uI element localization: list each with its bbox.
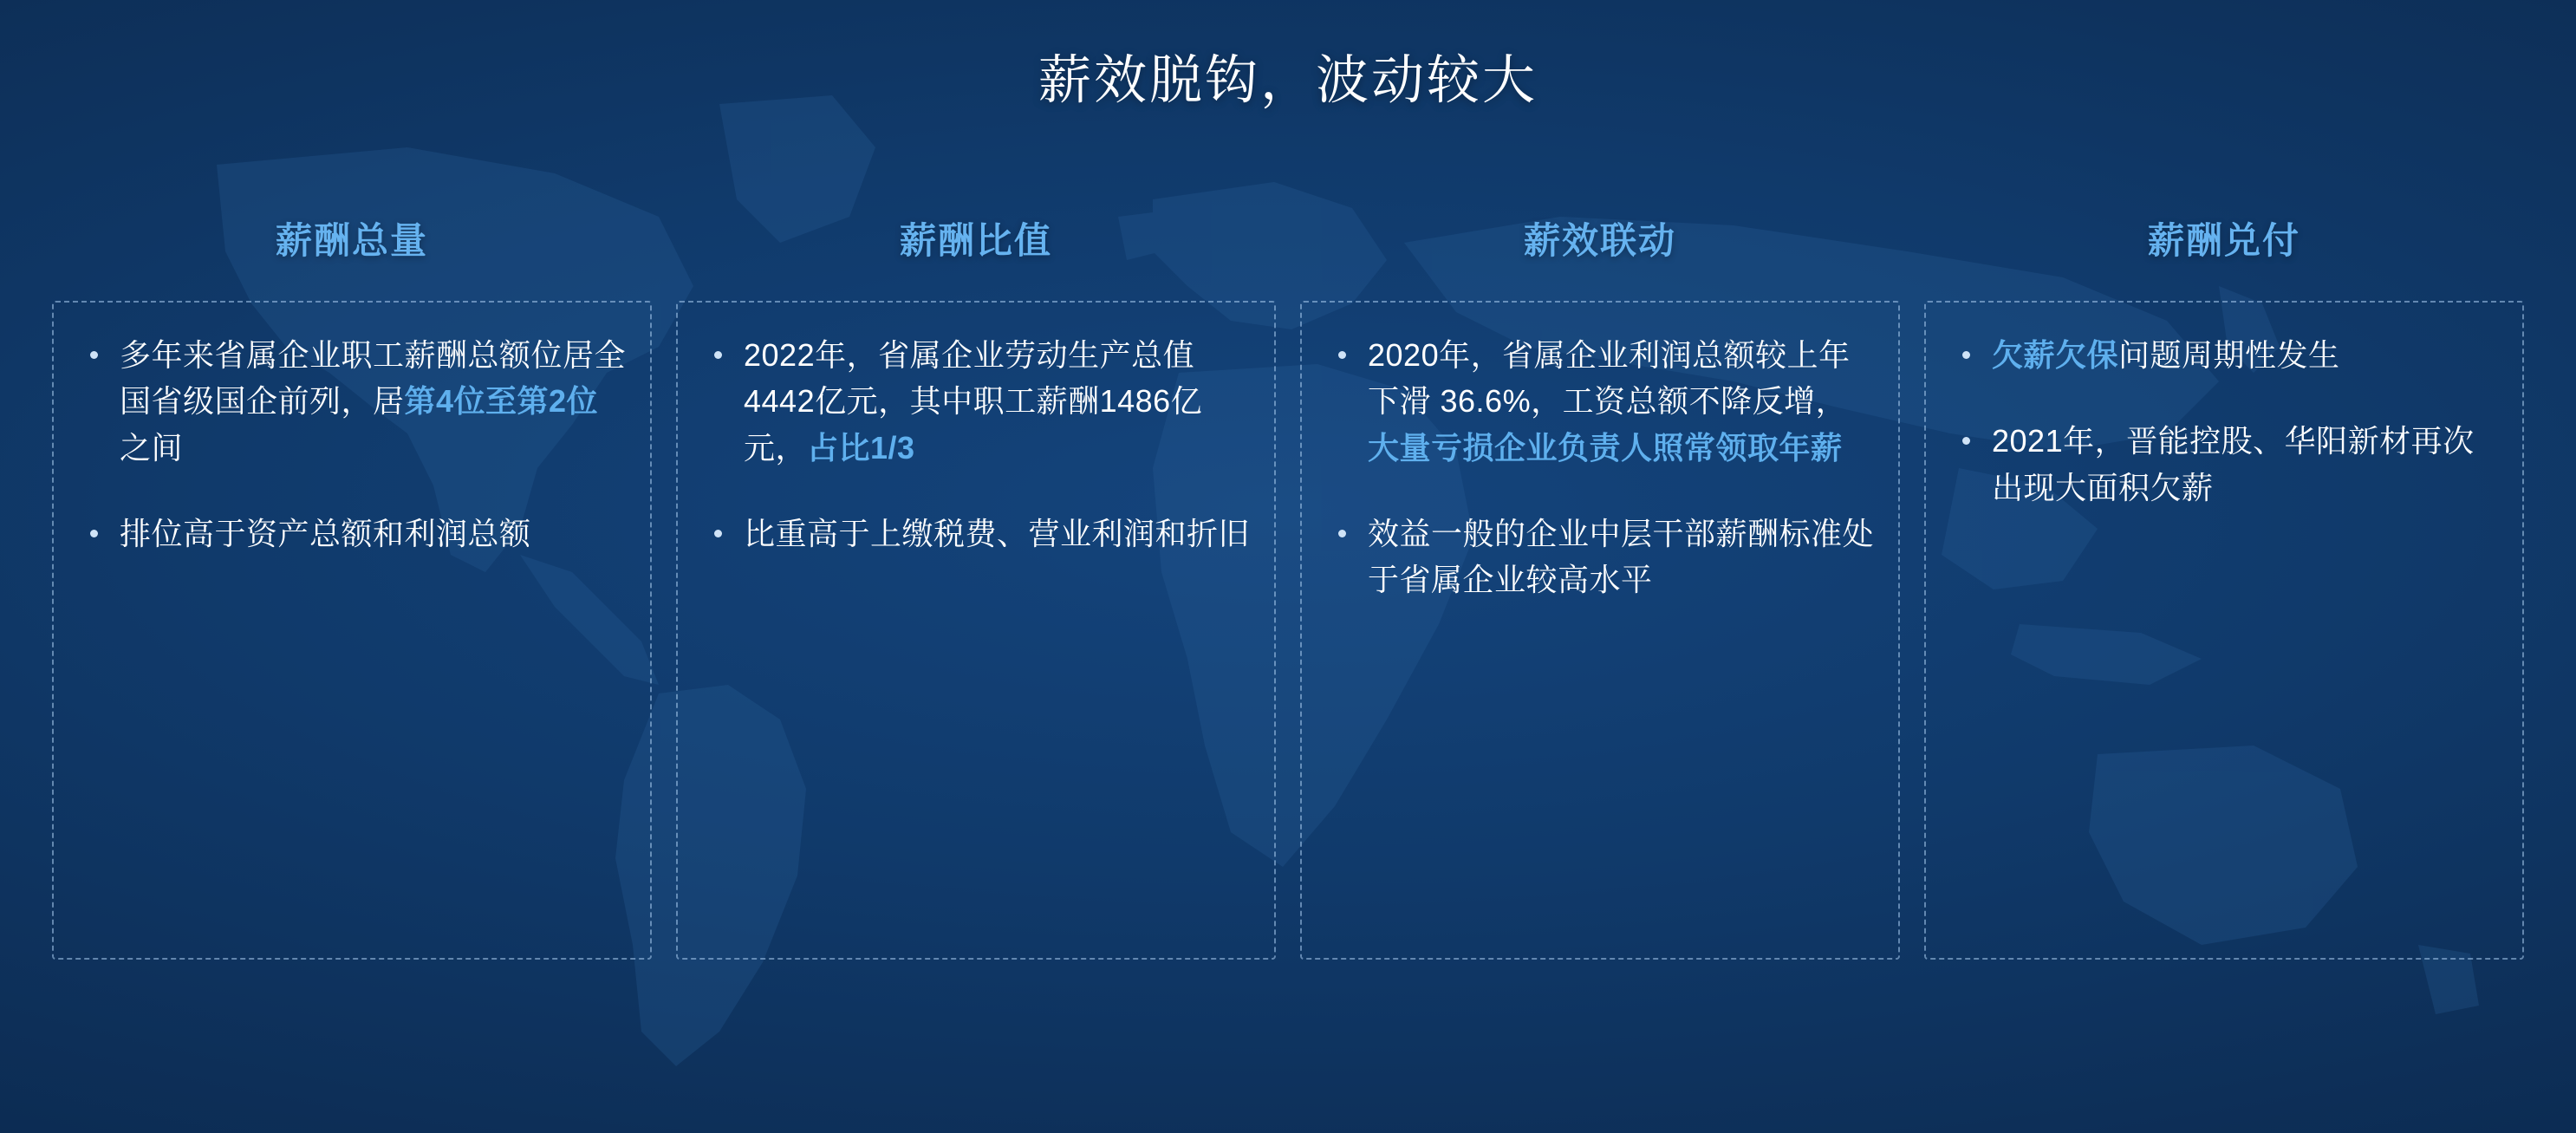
list-item	[693, 511, 1250, 557]
column-1-heading: 薪酬总量	[275, 220, 428, 261]
column-3-heading: 薪效联动	[1523, 220, 1676, 261]
bullet-text-segment: 比重高于上缴税费、营业利润和折旧	[744, 515, 1251, 551]
column-3-box	[1300, 301, 1900, 960]
column-1	[52, 212, 652, 960]
column-1-bullet-list	[69, 332, 626, 557]
column-2-box	[676, 301, 1276, 960]
bullet-text-segment: 2022年，省属企业劳动生产总值 4442亿元，其中职工薪酬1486亿元，	[744, 337, 1203, 466]
column-4-heading: 薪酬兑付	[2147, 220, 2300, 261]
column-2	[676, 212, 1276, 960]
bullet-text-segment: 效益一般的企业中层干部薪酬标准处于省属企业较高水平	[1368, 515, 1875, 598]
columns-container	[52, 212, 2524, 960]
list-item	[1942, 332, 2498, 378]
list-item	[69, 332, 626, 471]
list-item	[1942, 418, 2498, 511]
column-4	[1924, 212, 2524, 960]
bullet-text-segment: 之间	[120, 429, 184, 466]
bullet-text-segment: 2020年，省属企业利润总额较上年下滑 36.6%，工资总额不降反增，	[1368, 337, 1851, 420]
bullet-text-highlight: 欠薪欠保	[1992, 337, 2119, 373]
list-item	[69, 511, 626, 557]
bullet-text-highlight: 第4位至第2位	[404, 383, 599, 420]
list-item	[1317, 332, 1874, 471]
column-2-bullet-list	[693, 332, 1250, 557]
bullet-text-segment: 问题周期性发生	[2118, 337, 2340, 373]
column-4-bullet-list	[1942, 332, 2498, 511]
bullet-text-segment: 排位高于资产总额和利润总额	[120, 515, 531, 551]
column-4-box	[1924, 301, 2524, 960]
column-3-bullet-list	[1317, 332, 1874, 602]
list-item	[1317, 511, 1874, 603]
page-title: 薪效脱钩，波动较大	[1038, 50, 1538, 109]
bullet-text-segment: 多年来省属企业职工薪酬总额位居全国省级国企前列，居	[120, 337, 627, 420]
bullet-text-highlight: 大量亏损企业负责人照常领取年薪	[1368, 429, 1843, 466]
column-2-heading: 薪酬比值	[899, 220, 1052, 261]
bullet-text-segment: 2021年，晋能控股、华阳新材再次出现大面积欠薪	[1992, 423, 2475, 505]
column-1-box	[52, 301, 652, 960]
list-item	[693, 332, 1250, 471]
bullet-text-highlight: 占比1/3	[807, 429, 915, 466]
column-3	[1300, 212, 1900, 960]
